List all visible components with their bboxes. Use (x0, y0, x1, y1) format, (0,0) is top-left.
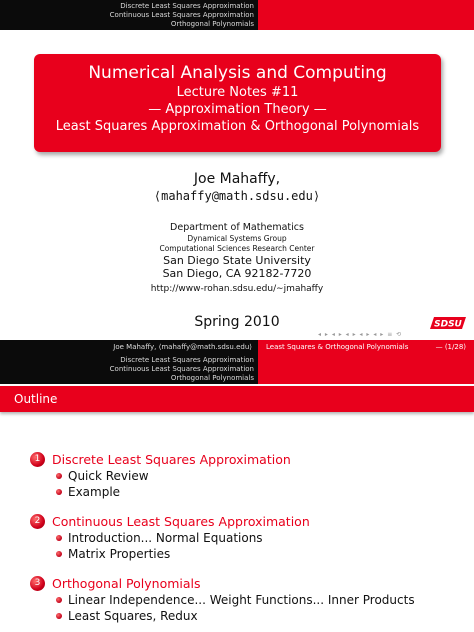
subitem-label: Matrix Properties (68, 547, 171, 561)
lecture-number: Lecture Notes #11 (176, 85, 299, 100)
university: San Diego State University (163, 254, 311, 267)
bullet-icon (56, 535, 62, 541)
outline-subitem[interactable] (30, 484, 450, 500)
bullet-icon (56, 473, 62, 479)
bullet-icon (56, 551, 62, 557)
beamer-navigation-icons[interactable]: ◂ ▸ ◂ ▸ ◂ ▸ ◂ ▸ ◂ ▸ ≡ ⟲ (318, 331, 403, 338)
header-accent-bar-2 (258, 354, 474, 384)
outline-subitem[interactable] (30, 608, 450, 624)
author-block (0, 170, 474, 204)
nav-link-orthogonal-2[interactable]: Orthogonal Polynomials (170, 373, 254, 382)
subitem-label: Quick Review (68, 469, 149, 483)
footer-info (258, 340, 474, 354)
lecture-topic: — Approximation Theory — (148, 102, 327, 117)
author-email: ⟨mahaffy@math.sdsu.edu⟩ (153, 189, 321, 203)
footer-page-number: — (1/28) (435, 343, 466, 351)
outline-section-1[interactable] (30, 450, 450, 500)
outline-section-3[interactable] (30, 574, 450, 624)
section-title[interactable]: Continuous Least Squares Approximation (52, 513, 310, 529)
lecture-subtitle: Least Squares Approximation & Orthogonal Polynomials (55, 119, 420, 134)
nav-link-discrete[interactable]: Discrete Least Squares Approximation (120, 1, 254, 10)
outline-subitem[interactable] (30, 530, 450, 546)
bullet-icon (56, 613, 62, 619)
section-number-ball-icon: 2 (30, 514, 45, 529)
affiliation-block (0, 222, 474, 280)
section-number-ball-icon: 3 (30, 576, 45, 591)
section-number-ball-icon: 1 (30, 452, 45, 467)
author-name: Joe Mahaffy, (193, 171, 281, 187)
outline-subitem[interactable] (30, 546, 450, 562)
section-title[interactable]: Discrete Least Squares Approximation (52, 451, 291, 467)
homepage-link[interactable]: http://www-rohan.sdsu.edu/∼jmahaffy (150, 284, 324, 294)
outline-list (30, 450, 450, 632)
nav-link-discrete-2[interactable]: Discrete Least Squares Approximation (120, 355, 254, 364)
term-date: Spring 2010 (194, 314, 280, 330)
outline-subitem[interactable] (30, 468, 450, 484)
title-block (34, 54, 441, 152)
section-title[interactable]: Orthogonal Polynomials (52, 575, 201, 591)
footer-author: Joe Mahaffy, ⟨mahaffy@math.sdsu.edu⟩ (0, 340, 258, 354)
outline-section-2[interactable] (30, 512, 450, 562)
sdsu-logo (430, 316, 466, 330)
outline-subitem[interactable] (30, 592, 450, 608)
nav-link-orthogonal[interactable]: Orthogonal Polynomials (170, 19, 254, 28)
outline-slide (0, 354, 474, 632)
subitem-label: Linear Independence... Weight Functions... Inner Products (68, 593, 415, 607)
subitem-label: Introduction... Normal Equations (68, 531, 263, 545)
subitem-label: Least Squares, Redux (68, 609, 198, 623)
bullet-icon (56, 489, 62, 495)
header-navigation-2 (0, 354, 474, 384)
nav-link-continuous-2[interactable]: Continuous Least Squares Approximation (109, 364, 254, 373)
address: San Diego, CA 92182-7720 (162, 267, 312, 280)
research-center: Computational Sciences Research Center (159, 244, 315, 253)
subitem-label: Example (68, 485, 121, 499)
nav-link-continuous[interactable]: Continuous Least Squares Approximation (109, 10, 254, 19)
section-nav (0, 0, 258, 30)
sdsu-logo-text: SDSU (434, 319, 462, 330)
frame-title: Outline (0, 386, 474, 412)
slide-footer (0, 340, 474, 354)
bullet-icon (56, 597, 62, 603)
presentation-title: Numerical Analysis and Computing (88, 63, 387, 83)
footer-title: Least Squares & Orthogonal Polynomials (266, 343, 409, 351)
department: Department of Mathematics (170, 222, 304, 233)
header-navigation (0, 0, 474, 30)
research-group: Dynamical Systems Group (187, 234, 287, 243)
header-accent-bar (258, 0, 474, 30)
section-nav-2 (0, 354, 258, 384)
